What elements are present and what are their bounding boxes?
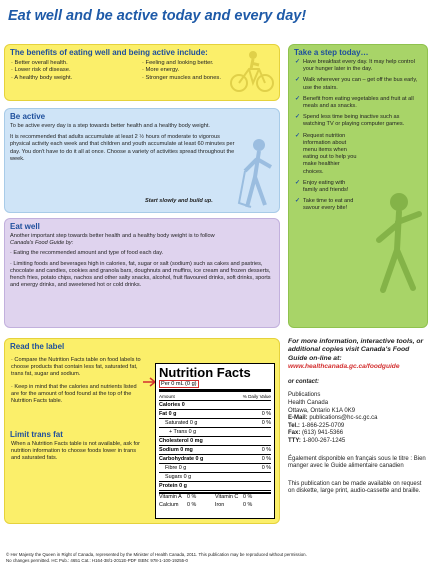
be-active-tagline: Start slowly and build up.: [145, 198, 213, 204]
be-active-intro: To be active every day is a step towards better health and a healthy body weight.: [10, 123, 210, 129]
nutrition-facts-table: [155, 363, 275, 519]
nf-daily-value: 0 %: [261, 464, 271, 471]
nutrition-facts-title: Nutrition Facts: [159, 365, 251, 380]
list-item: ✓ Spend less time being inactive such as watching TV or playing computer games.: [295, 114, 405, 128]
be-active-heading: Be active: [10, 112, 46, 121]
nf-vitamin-cell: 0 %: [187, 494, 197, 500]
nf-vitamin-cell: 0 %: [243, 501, 253, 508]
nf-nutrient: Saturated 0 g: [165, 419, 198, 426]
cyclist-illustration: [229, 49, 275, 95]
limit-trans-fat-body: When a Nutrition Facts table is not available, ask for nutrition information to choose foods lower in trans and saturated fats.: [11, 441, 141, 462]
nf-daily-value: 0 %: [261, 446, 271, 453]
nf-daily-value: 0 %: [261, 410, 271, 417]
be-active-recommendation: It is recommended that adults accumulate at least 2 ½ hours of moderate to vigorous physical activity each week and that children and youth accumulate at least 60 minutes per day. You don't have to do it all at once. Choose a variety of activities spread throughout the week.: [10, 134, 235, 162]
address-line: Ottawa, Ontario K1A 0K9: [288, 407, 356, 414]
nf-rows: [159, 401, 271, 491]
nf-row: [159, 401, 271, 410]
nf-vitamin-row: [159, 494, 271, 502]
benefit-item: · Feeling and looking better.: [142, 60, 214, 66]
contact-section: [288, 338, 428, 496]
list-item: ✓ Enjoy eating with family and friends!: [295, 179, 349, 194]
nf-nutrient: Fibre 0 g: [165, 464, 187, 471]
address-line: Health Canada: [288, 400, 329, 406]
nf-vitamin-cell: Vitamin A: [159, 494, 182, 500]
nf-row: [159, 464, 271, 473]
eat-well-heading: Eat well: [10, 222, 40, 231]
checkmark-icon: ✓: [295, 114, 301, 121]
nf-vitamin-cell: 0 %: [243, 494, 253, 500]
list-item: ✓ Take time to eat and savour every bite!: [295, 198, 354, 212]
benefits-box: [4, 44, 280, 101]
benefit-item: · More energy.: [142, 67, 180, 74]
read-label-tip: · Keep in mind that the calories and nutrients listed are for the amount of food found at the top of the Nutrition Facts table.: [11, 383, 137, 405]
page-title: Eat well and be active today and every day!: [8, 8, 307, 24]
amount-label: Amount: [159, 393, 175, 399]
child-running-illustration: [369, 190, 425, 300]
food-guide-reference: Canada's Food Guide by:: [10, 240, 74, 247]
nf-nutrient: Carbohydrate 0 g: [159, 455, 204, 462]
nf-row: [159, 419, 271, 428]
eat-well-box: [4, 218, 280, 328]
address-line: Publications: [288, 392, 321, 399]
nf-daily-value: 0 %: [261, 455, 271, 462]
list-item: ✓ Benefit from eating vegetables and fruit at all meals and as snacks.: [295, 95, 414, 110]
nf-row: [159, 482, 271, 491]
benefits-left: [11, 60, 142, 82]
nf-nutrient: + Trans 0 g: [169, 428, 197, 435]
nf-header-row: [159, 392, 271, 401]
nf-nutrient: Sodium 0 mg: [159, 446, 193, 453]
tel-line: Tel.: 1-866-225-0709: [288, 422, 345, 429]
list-item: · Limiting foods and beverages high in calories, fat, sugar or salt (sodium) such as cakes and pastries, chocolate and candies, cookies and granola bars, doughnuts and muffins, ice cream and frozen desserts, french fries, potato chips, nachos and other salty snacks, alcohol, fruit flavoured drinks, soft drinks, sports and energy drinks, and sweetened hot or cold drinks.: [10, 260, 271, 289]
nf-nutrient: Calories 0: [159, 401, 185, 408]
hockey-player-illustration: [237, 137, 277, 211]
take-a-step-heading: Take a step today…: [294, 48, 369, 57]
nf-vitamin-cell: Calcium: [159, 501, 179, 508]
email-link[interactable]: publications@hc-sc.gc.ca: [309, 415, 378, 422]
nf-daily-value: 0 %: [261, 419, 271, 426]
benefit-item: · Lower risk of disease.: [11, 67, 71, 74]
daily-value-label: % Daily Value: [242, 393, 271, 399]
limit-trans-fat-heading: Limit trans fat: [10, 430, 63, 439]
read-the-label-box: [4, 338, 280, 524]
nf-nutrient: Fat 0 g: [159, 410, 177, 417]
nf-row: [159, 428, 271, 437]
nf-nutrient: Sugars 0 g: [165, 473, 192, 480]
nf-row: [159, 473, 271, 482]
copyright-line: © Her Majesty the Queen in Right of Canada, represented by the Minister of Health Canada, 2011. This publication may be reproduced without permission.: [6, 552, 307, 557]
email-line: E-Mail: publications@hc-sc.gc.ca: [288, 415, 378, 422]
list-item: ✓ Walk wherever you can – get off the bus early, use the stairs.: [295, 77, 418, 91]
benefits-heading: The benefits of eating well and being active include:: [10, 48, 208, 57]
more-info-text: For more information, interactive tools, or additional copies visit Canada's Food Guide on-line at:: [288, 338, 424, 362]
checkmark-icon: ✓: [295, 132, 301, 139]
benefit-item: · Stronger muscles and bones.: [142, 74, 221, 81]
limit-trans-fat-section: [5, 427, 145, 524]
nf-vitamin-cell: 0 %: [187, 501, 197, 508]
publication-info: No changes permitted. HC Pub.: 4651 Cat.: H164-38/1-2011E-PDF ISBN: 978-1-100-19255-0: [6, 558, 188, 563]
footer: [6, 552, 430, 564]
read-label-tip: · Compare the Nutrition Facts table on food labels to choose products that contain less fat, saturated fat, trans fat, sugar and sodium.: [11, 357, 141, 378]
alternate-formats: This publication can be made available on request on diskette, large print, audio-cassette and braille.: [288, 480, 422, 495]
list-item: ✓ Request nutrition information about menu items when eating out to help you make healthier choices.: [295, 132, 357, 175]
french-availability: Également disponible en français sous le titre : Bien manger avec le Guide alimentaire canadien: [288, 455, 426, 470]
food-guide-link[interactable]: www.healthcanada.gc.ca/foodguide: [288, 363, 400, 371]
take-a-step-box: [288, 44, 428, 328]
nf-row: [159, 455, 271, 464]
checkmark-icon: ✓: [295, 179, 301, 186]
list-item: ✓ Have breakfast every day. It may help control your hunger later in the day.: [295, 59, 415, 73]
nf-vitamin-cell: Iron: [215, 501, 225, 508]
eat-well-intro: Another important step towards better health and a healthy body weight is to follow: [10, 233, 215, 239]
nf-row: [159, 437, 271, 446]
read-the-label-heading: Read the label: [10, 342, 65, 351]
serving-size: Per 0 mL (0 g): [161, 381, 197, 387]
checkmark-icon: ✓: [295, 95, 301, 102]
benefit-item: · A healthy body weight.: [11, 74, 73, 81]
nf-nutrient: Protein 0 g: [159, 482, 187, 489]
benefit-item: · Better overall health.: [11, 60, 68, 66]
nf-vitamin-cell: Vitamin C: [215, 494, 239, 500]
nf-row: [159, 446, 271, 455]
nf-vitamin-row: [159, 502, 271, 510]
or-contact-label: or contact:: [288, 378, 320, 385]
checkmark-icon: ✓: [295, 77, 301, 84]
nf-row: [159, 410, 271, 419]
checkmark-icon: ✓: [295, 59, 301, 65]
tty-line: TTY: 1-800-267-1245: [288, 437, 346, 444]
list-item: · Eating the recommended amount and type of food each day.: [10, 250, 164, 257]
be-active-box: [4, 108, 280, 213]
nf-vitamins: [159, 494, 271, 509]
checkmark-icon: ✓: [295, 198, 301, 205]
nf-nutrient: Cholesterol 0 mg: [159, 437, 203, 444]
fax-line: Fax: (613) 941-5366: [288, 430, 344, 437]
